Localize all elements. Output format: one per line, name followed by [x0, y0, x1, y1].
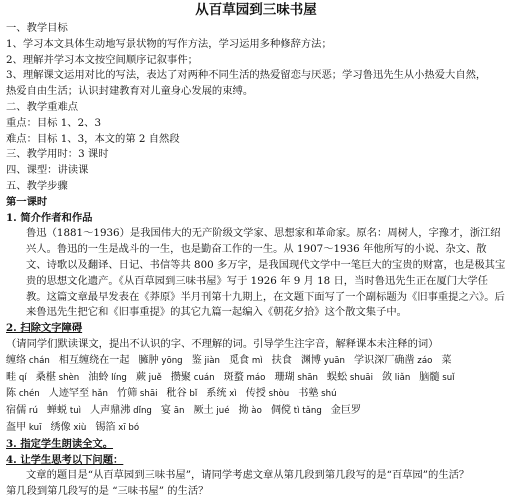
vocab-word: 油蛉 [88, 371, 109, 383]
vocab-pinyin: yōng [158, 355, 183, 366]
vocab-word: 臃肿 [138, 354, 159, 366]
vocab-word: 倜傥 [270, 405, 292, 417]
goal-3-line-1: 3、理解课文运用对比的写法，表达了对两种不同生活的热爱留恋与厌恶；学习鲁迅先生从小热爱大自然， [6, 69, 487, 82]
vocab-pinyin: tuì [67, 406, 82, 417]
vocab-item [6, 403, 38, 420]
vocab-word: 传授 [245, 388, 266, 400]
vocab-pinyin: dǐng [130, 406, 152, 417]
vocab-item [193, 403, 229, 420]
vocab-word: 锡箔 [95, 421, 116, 433]
vocab-item [6, 420, 41, 437]
vocab-row [6, 370, 506, 387]
vocab-item [229, 353, 263, 370]
vocab-item [327, 370, 373, 387]
vocab-row [6, 403, 506, 420]
vocab-pinyin: jué [213, 406, 230, 417]
section-heading-steps: 五、教学步骤 [6, 179, 68, 192]
vocab-item [301, 353, 345, 370]
goal-2: 2、理解并学习本文按空间顺序记叙事件； [6, 53, 198, 66]
vocab-pinyin: cuán [191, 372, 215, 383]
vocab-item [50, 420, 86, 437]
vocab-item [224, 370, 266, 387]
vocab-word: 相互缠绕在一起 [58, 354, 130, 366]
vocab-word: 蝉蜕 [46, 405, 68, 417]
vocab-item [6, 370, 27, 387]
vocab-item [382, 370, 410, 387]
vocab-item [441, 353, 451, 369]
vocab-word: 蕨 [135, 371, 146, 383]
vocab-pinyin: chén [16, 389, 40, 400]
vocab-item [6, 353, 50, 370]
vocab-list [6, 353, 506, 437]
vocab-word: 金巨罗 [330, 405, 362, 417]
vocab-pinyin: hǎn [89, 389, 109, 400]
vocab-pinyin: líng [108, 372, 127, 383]
vocab-item [238, 403, 261, 420]
difficult-point: 难点：目标 1、3，本文的第 2 自然段 [6, 132, 180, 145]
vocab-item [90, 403, 152, 420]
document-page [6, 2, 506, 500]
step-4-heading-text: 4. 让学生思考以下问题： [6, 453, 124, 466]
vocab-item [136, 370, 162, 387]
vocab-row [6, 420, 506, 437]
vocab-pinyin: shèn [55, 372, 80, 383]
lesson-heading-1: 第一课时 [6, 195, 48, 208]
vocab-word: 陈 [6, 388, 17, 400]
step-1-heading: 1. 简介作者和作品 [6, 211, 93, 224]
vocab-word: 畦 [6, 371, 17, 383]
vocab-pinyin: tì tǎng [291, 406, 322, 417]
key-point: 重点：目标 1、2、3 [6, 116, 102, 129]
vocab-item [161, 403, 185, 420]
goal-3-line-2: 热爱自由生活；认识封建教育对儿童身心发展的束缚。 [6, 85, 254, 98]
vocab-word: 扶食 [271, 354, 292, 366]
goal-1: 1、学习本文具体生动地写景状物的写作方法，学习运用多种修辞方法； [6, 37, 332, 50]
vocab-word: 绣像 [50, 421, 71, 433]
vocab-pinyin: liǎn [392, 372, 411, 383]
vocab-item [274, 370, 318, 387]
step-3-heading-text: 3. 指定学生朗读全文。 [6, 437, 114, 450]
vocab-word: 人声鼎沸 [90, 405, 131, 417]
vocab-word: 觅食 [228, 354, 250, 366]
section-heading-keypoints: 二、教学重难点 [6, 100, 79, 113]
vocab-pinyin: chán [26, 355, 50, 366]
vocab-word: 人迹罕至 [48, 388, 90, 400]
vocab-pinyin: shān [294, 372, 319, 383]
vocab-pinyin: shú [318, 389, 337, 400]
vocab-word: 蜈蚣 [327, 371, 348, 383]
vocab-item [271, 403, 322, 420]
author-paragraph: 鲁迅（1881～1936）是我国伟大的无产阶级文学家、思想家和革命家。原名：周树人，字豫才，浙江绍兴人。鲁迅的一生是战斗的一生，也是勤奋工作的一生。从 1907～1936 年他所写的小说、杂文、散文、诗歌以及翻译、日记、书信等共 800 多万字，是我国现代文学中一笔巨大的宝贵的财富，也是极其宝贵的思想文化遗产。《从百草园到三味书屋》写于 1926 年 9 月 18 日，当时鲁迅先生正在厦门大学任教。这篇文章最早发表在《莽原》半月刊第十九期上，在文题下面写了一个副标题为《旧事重提之六》。后来鲁迅先生把它和《旧事重提》的其它九篇一起编入《朝花夕拾》这个散文集子中。 [26, 227, 506, 319]
vocab-word: 斑蝥 [223, 371, 244, 383]
vocab-item [88, 370, 127, 387]
vocab-pinyin: shòu [265, 389, 290, 400]
vocab-item [47, 403, 81, 420]
vocab-item [49, 386, 108, 403]
vocab-item [167, 386, 198, 403]
vocab-pinyin: qí [16, 372, 27, 383]
vocab-word: 敛 [381, 371, 393, 383]
vocab-word: 桑椹 [35, 371, 56, 383]
vocab-row [6, 386, 506, 403]
vocab-word: 学识深厂确凿 [354, 354, 415, 366]
vocab-word: 系统 [206, 388, 227, 400]
vocab-item [6, 386, 40, 403]
vocab-word: 宿儒 [6, 405, 27, 417]
step-2-heading [6, 321, 506, 337]
vocab-pinyin: shāi [137, 389, 158, 400]
vocab-pinyin: suǐ [439, 372, 455, 383]
vocab-pinyin: ào [248, 406, 262, 417]
vocab-word: 鉴 [191, 354, 202, 366]
vocab-pinyin: záo [414, 355, 433, 366]
vocab-pinyin: ān [170, 406, 185, 417]
vocab-pinyin: mì [249, 355, 263, 366]
vocab-item [95, 420, 139, 437]
vocab-item [331, 403, 361, 419]
vocab-item [298, 386, 336, 403]
question-1-line-2: 第几段到第几段写的是 “三味书屋” 的生活？ [6, 485, 209, 498]
vocab-pinyin: juě [145, 372, 162, 383]
vocab-pinyin: jiàn [201, 355, 220, 366]
vocab-pinyin: shuāi [347, 372, 373, 383]
vocab-pinyin: rú [26, 406, 38, 417]
step-4-heading [6, 453, 506, 469]
vocab-item [138, 353, 182, 370]
step-3-heading [6, 437, 506, 453]
vocab-word: 渊博 [300, 354, 322, 366]
step-2-instruction: （请同学们默读课文，提出不认识的字、不理解的词。引导学生注字音，解释课本未注释的词） [6, 337, 439, 350]
vocab-word: 书塾 [298, 388, 319, 400]
vocab-word: 缠络 [6, 354, 27, 366]
vocab-word: 菜 [441, 354, 452, 366]
vocab-word: 脑髓 [419, 371, 440, 383]
vocab-pinyin: xī bó [115, 422, 140, 433]
vocab-word: 攒聚 [170, 371, 191, 383]
vocab-item [59, 353, 130, 369]
vocab-pinyin: bǐ [186, 389, 198, 400]
vocab-item [272, 353, 292, 369]
vocab-word: 珊瑚 [274, 371, 295, 383]
vocab-word: 盔甲 [6, 421, 27, 433]
vocab-pinyin: kuī [26, 422, 42, 433]
vocab-word: 宴 [160, 405, 171, 417]
vocab-item [192, 353, 220, 370]
vocab-item [206, 386, 236, 403]
vocab-item [117, 386, 158, 403]
vocab-pinyin: xiù [70, 422, 87, 433]
vocab-item [354, 353, 432, 370]
vocab-item [171, 370, 215, 387]
vocab-pinyin: máo [243, 372, 266, 383]
vocab-pinyin: yuān [321, 355, 346, 366]
vocab-word: 厥土 [193, 405, 214, 417]
section-heading-type: 四、课型：讲读课 [6, 164, 89, 177]
vocab-item [36, 370, 80, 387]
vocab-word: 秕谷 [166, 388, 187, 400]
vocab-item [246, 386, 290, 403]
vocab-row [6, 353, 506, 370]
section-heading-goals: 一、教学目标 [6, 22, 68, 34]
question-1-line-1: 文章的题目是“从百草园到三味书屋”，请同学考虑文章从第几段到第几段写的是“百草园”的生活？ [26, 469, 470, 482]
vocab-word: 竹筛 [117, 388, 138, 400]
vocab-word: 拗 [238, 405, 249, 417]
vocab-pinyin: xì [226, 389, 237, 400]
section-heading-time: 三、教学用时：3 课时 [6, 148, 109, 161]
document-title: 从百草园到三味书屋 [195, 2, 317, 18]
vocab-item [419, 370, 454, 387]
step-2-heading-text: 2. 扫除文字障碍 [6, 322, 83, 335]
